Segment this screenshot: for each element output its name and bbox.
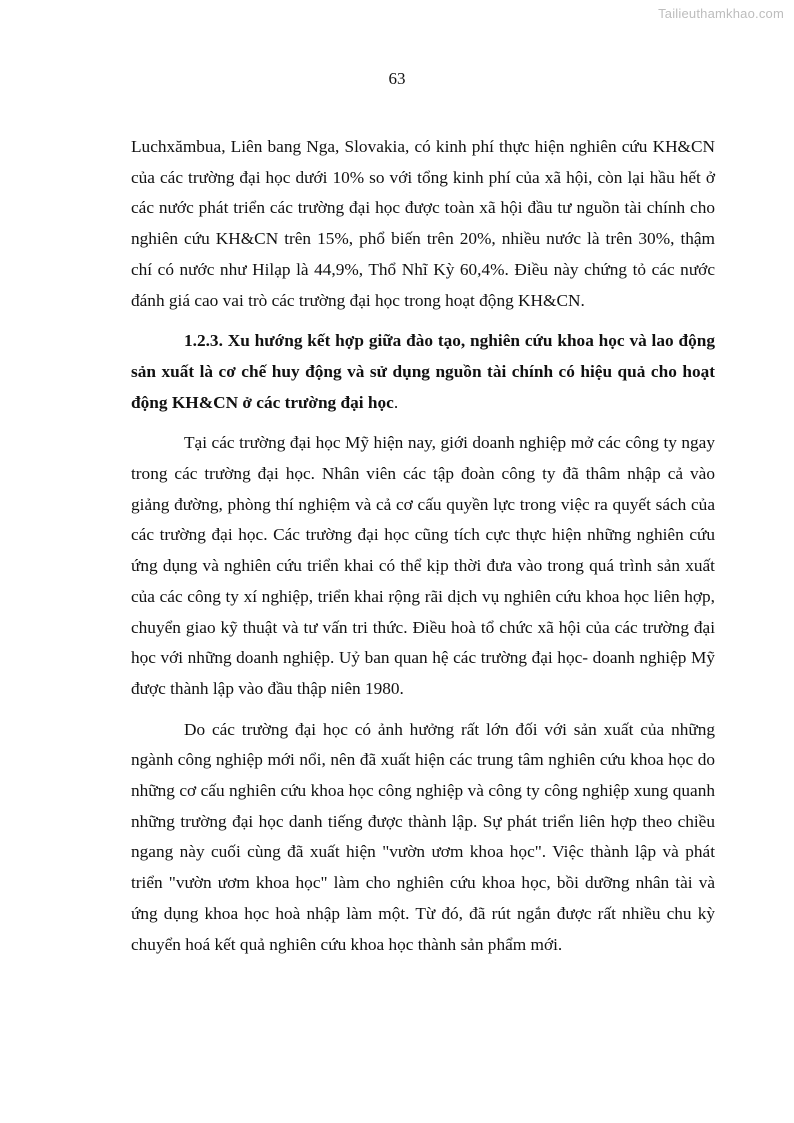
section-heading — [131, 326, 715, 418]
section-heading-period: . — [393, 392, 399, 412]
paragraph-us-universities: Tại các trường đại học Mỹ hiện nay, giới doanh nghiệp mở các công ty ngay trong các trường đại học. Nhân viên các tập đoàn công ty đã thâm nhập cả vào giảng đường, phòng thí nghiệm và cả cơ cấu quyền lực trong việc ra quyết sách của các trường đại học. Các trường đại học cũng tích cực thực hiện những nghiên cứu ứng dụng và nghiên cứu triển khai có thể kịp thời đưa vào trong quá trình sản xuất của các công ty xí nghiệp, triển khai rộng rãi dịch vụ nghiên cứu khoa học liên hợp, chuyển giao kỹ thuật và tư vấn tri thức. Điều hoà tổ chức xã hội của các trường đại học với những doanh nghiệp. Uỷ ban quan hệ các trường đại học- doanh nghiệp Mỹ được thành lập vào đầu thập niên 1980. — [131, 433, 715, 698]
watermark: Tailieuthamkhao.com — [658, 6, 784, 21]
paragraph-continuation: Luchxămbua, Liên bang Nga, Slovakia, có kinh phí thực hiện nghiên cứu KH&CN của các trường đại học dưới 10% so với tổng kinh phí của xã hội, còn lại hầu hết ở các nước phát triển các trường đại học được toàn xã hội đầu tư nguồn tài chính cho nghiên cứu KH&CN trên 15%, phổ biến trên 20%, nhiều nước là trên 30%, thậm chí có nước như Hilạp là 44,9%, Thổ Nhĩ Kỳ 60,4%. Điều này chứng tỏ các nước đánh giá cao vai trò các trường đại học trong hoạt động KH&CN. — [131, 137, 715, 310]
document-body — [131, 132, 715, 970]
page-number: 63 — [388, 69, 406, 88]
paragraph-science-parks: Do các trường đại học có ảnh hưởng rất lớn đối với sản xuất của những ngành công nghiệp mới nổi, nên đã xuất hiện các trung tâm nghiên cứu khoa học do những cơ cấu nghiên cứu khoa học công nghiệp và công ty công nghiệp xung quanh những trường đại học danh tiếng được thành lập. Sự phát triển liên hợp theo chiều ngang này cuối cùng đã xuất hiện "vườn ươm khoa học". Việc thành lập và phát triển "vườn ươm khoa học" làm cho nghiên cứu khoa học, bồi dưỡng nhân tài và ứng dụng khoa học hoà nhập làm một. Từ đó, đã rút ngắn được rất nhiều chu kỳ chuyển hoá kết quả nghiên cứu khoa học thành sản phẩm mới. — [131, 719, 715, 954]
section-heading-text: 1.2.3. Xu hướng kết hợp giữa đào tạo, nghiên cứu khoa học và lao động sản xuất là cơ chế huy động và sử dụng nguồn tài chính có hiệu quả cho hoạt động KH&CN ở các trường đại học — [131, 331, 715, 412]
